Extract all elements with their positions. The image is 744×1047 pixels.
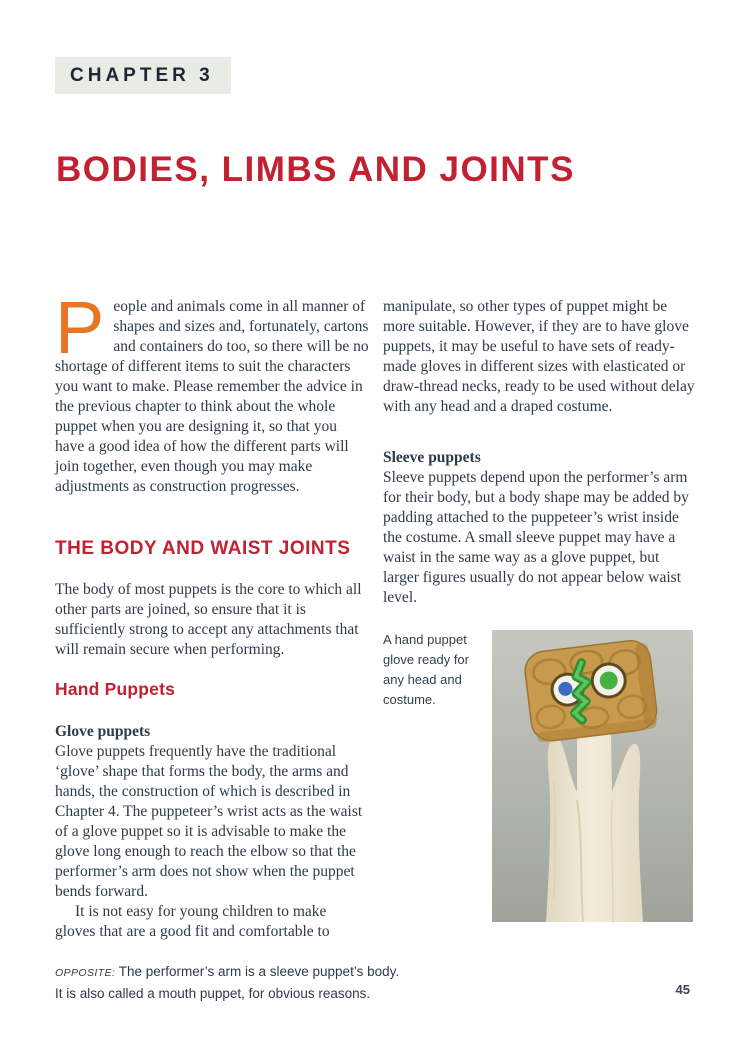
- intro-paragraph-text: eople and animals come in all manner of shapes and sizes and, fortunately, cartons and containers do too, so there will be no shortage of different items to suit the characters you want to make. Please remember the advice in the previous chapter to think about the whole puppet when you are designing it, so that you have a good idea of how the different parts will join together, even though you may make adjustments as construction progresses.: [55, 298, 369, 495]
- figure: [383, 630, 698, 922]
- opposite-caption-text: The performer’s arm is a sleeve puppet’s body. It is also called a mouth puppet, for obvious reasons.: [55, 964, 400, 1001]
- figure-caption: A hand puppet glove ready for any head and costume.: [383, 632, 469, 707]
- sleeve-puppets-heading: Sleeve puppets: [383, 449, 481, 466]
- sub-heading-hand-puppets: Hand Puppets: [55, 679, 176, 699]
- right-column: [383, 297, 698, 922]
- page-number: 45: [675, 982, 690, 997]
- continued-paragraph: manipulate, so other types of puppet might be more suitable. However, if they are to have glove puppets, it may be useful to have sets of ready-made gloves in different sizes with elasticated or draw-thread necks, ready to be used without delay with any head and a draped costume.: [383, 298, 695, 415]
- opposite-caption: [55, 962, 407, 1003]
- glove-puppets-paragraph-2: It is not easy for young children to make gloves that are a good fit and comfortable to: [55, 903, 330, 940]
- opposite-label: OPPOSITE:: [55, 967, 116, 979]
- chapter-label: CHAPTER 3: [70, 65, 214, 86]
- glove-shape: [546, 721, 643, 922]
- glove-puppets-paragraph: Glove puppets frequently have the traditional ‘glove’ shape that forms the body, the arms and hands, the construction of which is described in Chapter 4. The puppeteer’s wrist acts as the waist of a glove puppet so it is advisable to make the glove long enough to reach the elbow so that the performer’s arm does not show when the puppet bends forward.: [55, 743, 363, 900]
- drop-cap: P: [55, 286, 105, 369]
- page-title: BODIES, LIMBS AND JOINTS: [56, 150, 575, 189]
- sleeve-puppets-paragraph: Sleeve puppets depend upon the performer’s arm for their body, but a body shape may be added by padding attached to the puppeteer’s wrist inside the costume. A small sleeve puppet may have a waist in the same way as a glove puppet, but larger figures usually do not appear below waist level.: [383, 469, 689, 606]
- intro-paragraph: [55, 286, 370, 497]
- left-column: [55, 286, 370, 942]
- chapter-tag: [55, 57, 231, 94]
- section-heading-body-waist-joints: THE BODY AND WAIST JOINTS: [55, 538, 351, 559]
- section-paragraph: The body of most puppets is the core to which all other parts are joined, so ensure that it is sufficiently strong to accept any attachments that will remain secure when performing.: [55, 581, 362, 658]
- egg-carton-head: [523, 638, 659, 743]
- glove-puppets-heading: Glove puppets: [55, 723, 151, 740]
- hand-puppet-photo: [492, 630, 693, 922]
